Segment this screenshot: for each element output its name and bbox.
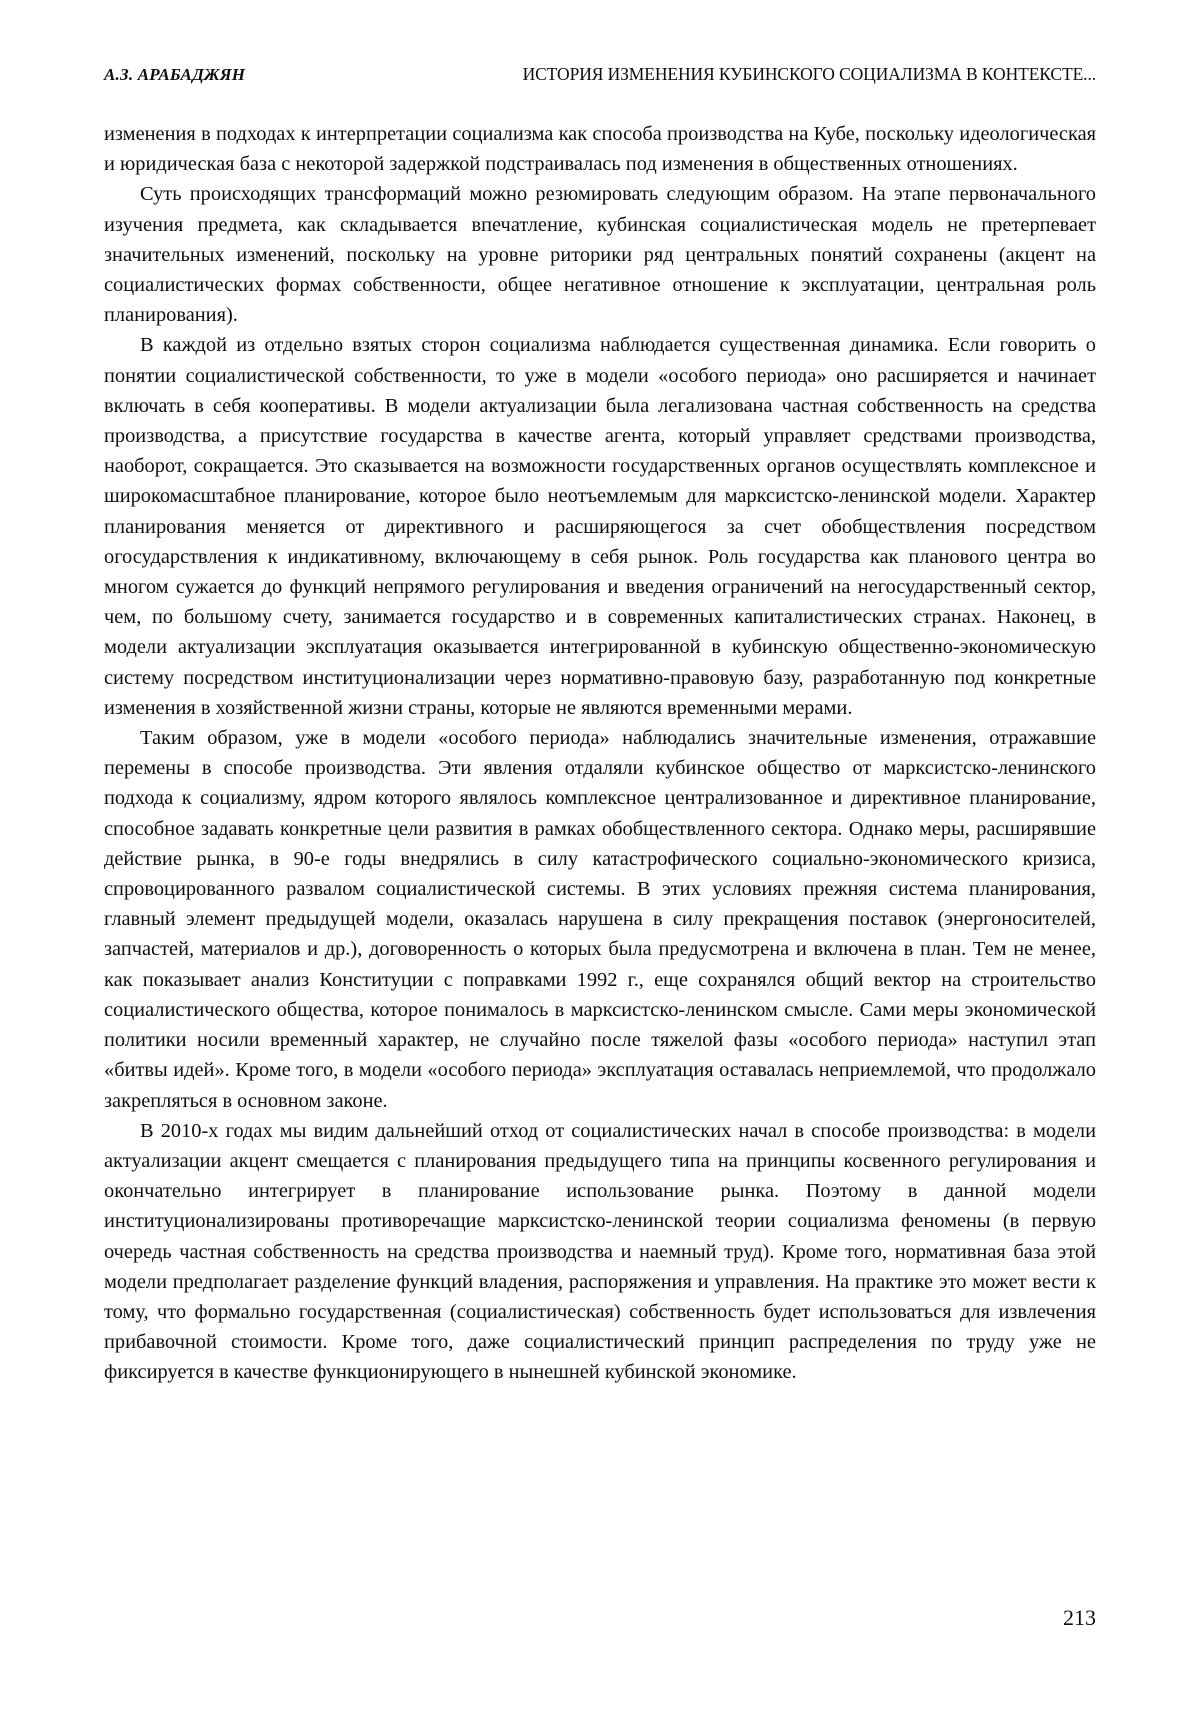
running-head-author: А.З. АРАБАДЖЯН	[104, 65, 246, 84]
body-text	[104, 119, 1096, 1388]
paragraph-3: В каждой из отдельно взятых сторон социализма наблюдается существенная динамика. Если говорить о понятии социалистической собственности, то уже в модели «особого периода» оно расширяется и начинает включать в себя кооперативы. В модели актуализации была легализована частная собственность на средства производства, а присутствие государства в качестве агента, который управляет средствами производства, наоборот, сокращается. Это сказывается на возможности государственных органов осуществлять комплексное и широкомасштабное планирование, которое было неотъемлемым для марксистско-ленинской модели. Характер планирования меняется от директивного и расширяющегося за счет обобществления посредством огосударствления к индикативному, включающему в себя рынок. Роль государства как планового центра во многом сужается до функций непрямого регулирования и введения ограничений на негосударственный сектор, чем, по большому счету, занимается государство и в современных капиталистических странах. Наконец, в модели актуализации эксплуатация оказывается интегрированной в кубинскую общественно-экономическую систему посредством институционализации через нормативно-правовую базу, разработанную под конкретные изменения в хозяйственной жизни страны, которые не являются временными мерами.	[104, 334, 1096, 719]
running-head-title: ИСТОРИЯ ИЗМЕНЕНИЯ КУБИНСКОГО СОЦИАЛИЗМА В КОНТЕКСТЕ...	[522, 64, 1096, 84]
paragraph-4: Таким образом, уже в модели «особого периода» наблюдались значительные изменения, отражавшие перемены в способе производства. Эти явления отдаляли кубинское общество от марксистско-ленинского подхода к социализму, ядром которого являлось комплексное централизованное и директивное планирование, способное задавать конкретные цели развития в рамках обобществленного сектора. Однако меры, расширявшие действие рынка, в 90-е годы внедрялись в силу катастрофического социально-экономического кризиса, спровоцированного развалом социалистической системы. В этих условиях прежняя система планирования, главный элемент предыдущей модели, оказалась нарушена в силу прекращения поставок (энергоносителей, запчастей, материалов и др.), договоренность о которых была предусмотрена и включена в план. Тем не менее, как показывает анализ Конституции с поправками 1992 г., еще сохранялся общий вектор на строительство социалистического общества, которое понималось в марксистско-ленинском смысле. Сами меры экономической политики носили временный характер, не случайно после тяжелой фазы «особого периода» наступил этап «битвы идей». Кроме того, в модели «особого периода» эксплуатация оставалась неприемлемой, что продолжало закрепляться в основном законе.	[104, 727, 1096, 1112]
paragraph-1: изменения в подходах к интерпретации социализма как способа производства на Кубе, поскольку идеологическая и юридическая база с некоторой задержкой подстраивалась под изменения в общественных отношениях.	[104, 123, 1096, 176]
page-number: 213	[1063, 1605, 1096, 1630]
page-content	[104, 64, 1096, 1388]
paragraph-5: В 2010-х годах мы видим дальнейший отход от социалистических начал в способе производства: в модели актуализации акцент смещается с планирования предыдущего типа на принципы косвенного регулирования и окончательно интегрирует в планирование использование рынка. Поэтому в данной модели институционализированы противоречащие марксистско-ленинской теории социализма феномены (в первую очередь частная собственность на средства производства и наемный труд). Кроме того, нормативная база этой модели предполагает разделение функций владения, распоряжения и управления. На практике это может вести к тому, что формально государственная (социалистическая) собственность будет использоваться для извлечения прибавочной стоимости. Кроме того, даже социалистический принцип распределения по труду уже не фиксируется в качестве функционирующего в нынешней кубинской экономике.	[104, 1119, 1096, 1384]
paragraph-2: Суть происходящих трансформаций можно резюмировать следующим образом. На этапе первоначального изучения предмета, как складывается впечатление, кубинская социалистическая модель не претерпевает значительных изменений, поскольку на уровне риторики ряд центральных понятий сохранены (акцент на социалистических формах собственности, общее негативное отношение к эксплуатации, центральная роль планирования).	[104, 183, 1096, 327]
running-head	[104, 64, 1096, 85]
